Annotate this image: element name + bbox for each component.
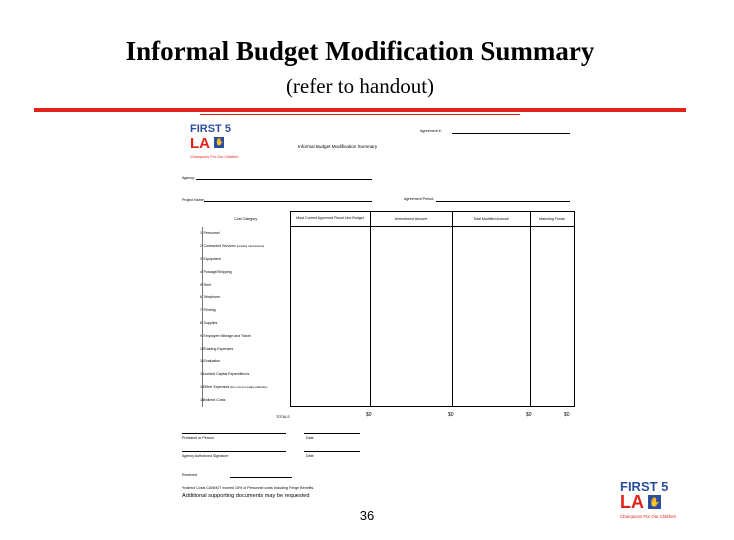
agency-label: Agency: <box>182 176 195 180</box>
row-category <box>202 381 290 394</box>
row-number: 10 <box>200 346 204 351</box>
row-category-label: Indirect Costs <box>203 398 226 402</box>
agreement-period-label: Agreement Period: <box>404 197 434 201</box>
total-approved: $0 <box>366 412 372 418</box>
budget-table <box>178 211 575 407</box>
row-category-note: (including subcontractors) <box>236 245 265 249</box>
cell-amendment[interactable] <box>370 329 452 342</box>
cell-modified[interactable] <box>452 265 530 278</box>
row-category <box>202 355 290 368</box>
row-category-note: (list in line item budget justification) <box>230 385 268 389</box>
cell-modified[interactable] <box>452 317 530 330</box>
row-category <box>202 278 290 291</box>
table-row <box>178 304 574 317</box>
project-name-label: Project Name: <box>182 198 205 202</box>
col-header-cost-category: Cost Category <box>234 217 258 221</box>
table-row <box>178 342 574 355</box>
row-category-label: Contracted Services <box>203 244 236 249</box>
row-category-label: Evaluation <box>203 359 221 364</box>
budget-form <box>178 118 574 510</box>
row-category <box>202 317 290 330</box>
row-category <box>202 368 290 381</box>
table-row <box>178 393 574 406</box>
row-number: 5 <box>200 282 202 287</box>
cell-matching[interactable] <box>530 342 574 355</box>
cell-modified[interactable] <box>452 355 530 368</box>
date2-label: Date <box>306 454 314 458</box>
row-category <box>202 291 290 304</box>
slide-subtitle: (refer to handout) <box>285 74 435 98</box>
cell-matching[interactable] <box>530 304 574 317</box>
cell-approved[interactable] <box>290 393 370 406</box>
cell-amendment[interactable] <box>370 317 452 330</box>
row-number: 13 <box>200 384 204 389</box>
table-row <box>178 253 574 266</box>
row-category-label: Rent <box>203 282 212 287</box>
cell-amendment[interactable] <box>370 291 452 304</box>
row-number: 1 <box>200 231 202 236</box>
cell-modified[interactable] <box>452 342 530 355</box>
logo-tagline-bottom: Champions For Our Children <box>620 514 677 519</box>
agency-line[interactable] <box>196 179 372 180</box>
cell-approved[interactable] <box>290 342 370 355</box>
cell-matching[interactable] <box>530 329 574 342</box>
cell-approved[interactable] <box>290 317 370 330</box>
agency-sign-label: Agency Authorized Signature <box>182 454 229 458</box>
received-label: Received <box>182 473 197 477</box>
table-header-row <box>178 212 574 227</box>
cell-modified[interactable] <box>452 393 530 406</box>
cell-modified[interactable] <box>452 278 530 291</box>
row-number: 7 <box>200 308 202 313</box>
table-row <box>178 240 574 253</box>
date1-label: Date <box>306 436 314 440</box>
row-category <box>202 304 290 317</box>
cell-amendment[interactable] <box>370 342 452 355</box>
cell-modified[interactable] <box>452 291 530 304</box>
table-row <box>178 329 574 342</box>
cell-amendment[interactable] <box>370 253 452 266</box>
cell-matching[interactable] <box>530 381 574 394</box>
table-row <box>178 368 574 381</box>
cell-amendment[interactable] <box>370 368 452 381</box>
president-sign-line[interactable] <box>182 433 286 434</box>
cell-amendment[interactable] <box>370 355 452 368</box>
row-category <box>202 253 290 266</box>
additional-documents-note: Additional supporting documents may be requested <box>182 493 310 499</box>
row-number: 4 <box>200 269 202 274</box>
cell-modified[interactable] <box>452 368 530 381</box>
table-row <box>178 278 574 291</box>
row-category-label: Printing <box>203 308 216 313</box>
row-category-label: Limited Capital Expenditures <box>203 372 250 377</box>
cell-approved[interactable] <box>290 368 370 381</box>
agreement-period-line[interactable] <box>436 201 570 202</box>
cell-approved[interactable] <box>290 291 370 304</box>
row-category <box>202 265 290 278</box>
cell-approved[interactable] <box>290 253 370 266</box>
project-name-line[interactable] <box>204 201 372 202</box>
col-header-amendment: Amendment Amount <box>370 212 452 227</box>
title-rule-thin <box>200 114 520 115</box>
row-number: 6 <box>200 295 202 300</box>
col-header-approved-budget: Most Current Approved Fiscal Line Budget <box>290 212 370 227</box>
hand-icon-bottom: ✋ <box>649 497 661 507</box>
cell-amendment[interactable] <box>370 393 452 406</box>
table-row <box>178 265 574 278</box>
cell-amendment[interactable] <box>370 278 452 291</box>
cell-matching[interactable] <box>530 355 574 368</box>
table-row <box>178 355 574 368</box>
cell-matching[interactable] <box>530 393 574 406</box>
cell-approved[interactable] <box>290 329 370 342</box>
row-number: 14 <box>200 398 204 402</box>
footnote: *Indirect Costs CANNOT exceed 15% of Personnel costs including Fringe Benefits. <box>182 486 315 490</box>
row-category-label: Other Expenses <box>203 384 230 389</box>
logo-tagline: Champions For Our Children <box>190 155 239 159</box>
agency-sign-line[interactable] <box>182 451 286 452</box>
row-category <box>202 240 290 253</box>
title-rule <box>34 108 686 112</box>
table-row <box>178 291 574 304</box>
row-category <box>202 342 290 355</box>
cell-matching[interactable] <box>530 265 574 278</box>
logo-line1-bottom: FIRST 5 <box>620 479 669 494</box>
col-header-matching-funds: Matching Funds <box>530 212 574 227</box>
total-amendment: $0 <box>448 412 454 418</box>
row-category <box>202 227 290 240</box>
row-category-label: Training Expenses <box>203 346 234 351</box>
cell-approved[interactable] <box>290 227 370 240</box>
cell-modified[interactable] <box>452 240 530 253</box>
cell-approved[interactable] <box>290 304 370 317</box>
cell-modified[interactable] <box>452 329 530 342</box>
cell-approved[interactable] <box>290 278 370 291</box>
row-number: 9 <box>200 333 202 338</box>
row-category-label: Employee Mileage and Travel <box>203 333 251 338</box>
cell-matching[interactable] <box>530 278 574 291</box>
cell-amendment[interactable] <box>370 240 452 253</box>
row-number: 3 <box>200 256 202 261</box>
row-category-label: Telephone <box>203 295 221 300</box>
row-category-label: Supplies <box>203 320 218 325</box>
president-label: President or Person <box>182 436 214 440</box>
table-row <box>178 227 574 240</box>
received-line[interactable] <box>230 477 292 478</box>
cell-amendment[interactable] <box>370 227 452 240</box>
cell-matching[interactable] <box>530 317 574 330</box>
row-category-label: Personnel <box>203 231 220 236</box>
cell-approved[interactable] <box>290 265 370 278</box>
form-title: Informal Budget Modification Summary <box>298 144 378 149</box>
row-number: 11 <box>200 359 204 364</box>
logo-line2-bottom: LA <box>620 492 644 512</box>
row-number: 12 <box>200 372 204 377</box>
agreement-label: Agreement #: <box>420 129 442 133</box>
cell-modified[interactable] <box>452 304 530 317</box>
total-matching: $0 <box>564 412 570 418</box>
cell-modified[interactable] <box>452 227 530 240</box>
cell-matching[interactable] <box>530 227 574 240</box>
page-number: 36 <box>359 508 375 523</box>
table-row <box>178 381 574 394</box>
row-category-label: Postage/Shipping <box>203 269 232 274</box>
cell-approved[interactable] <box>290 240 370 253</box>
cell-approved[interactable] <box>290 381 370 394</box>
logo-line1: FIRST 5 <box>190 123 231 135</box>
budget-rows <box>178 227 574 407</box>
row-number: 2 <box>200 244 202 249</box>
row-number: 8 <box>200 320 202 325</box>
cell-amendment[interactable] <box>370 381 452 394</box>
cell-matching[interactable] <box>530 368 574 381</box>
cell-matching[interactable] <box>530 240 574 253</box>
logo-line2: LA <box>190 135 210 152</box>
cell-modified[interactable] <box>452 253 530 266</box>
cell-approved[interactable] <box>290 355 370 368</box>
cell-modified[interactable] <box>452 381 530 394</box>
cell-matching[interactable] <box>530 291 574 304</box>
totals-label: TOTALS <box>276 415 290 419</box>
row-category <box>202 393 290 406</box>
row-category-label: Equipment <box>203 256 221 261</box>
col-header-total-modified: Total Modified Amount <box>452 212 530 227</box>
cell-amendment[interactable] <box>370 304 452 317</box>
row-category <box>202 329 290 342</box>
cell-amendment[interactable] <box>370 265 452 278</box>
cell-matching[interactable] <box>530 253 574 266</box>
date1-line[interactable] <box>304 433 360 434</box>
date2-line[interactable] <box>304 451 360 452</box>
slide-title: Informal Budget Modification Summary <box>125 36 595 66</box>
hand-icon: ✋ <box>215 139 224 146</box>
total-modified: $0 <box>526 412 532 418</box>
table-row <box>178 317 574 330</box>
agreement-line[interactable] <box>452 133 570 134</box>
